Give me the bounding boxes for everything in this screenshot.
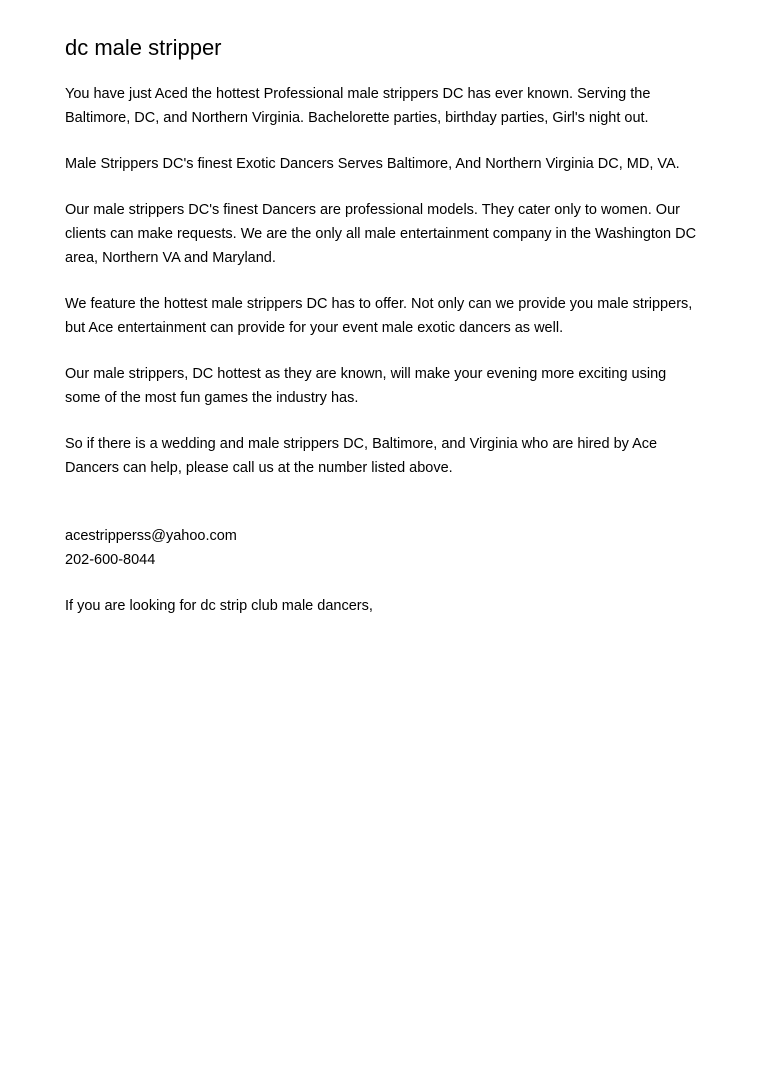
- paragraph-models: Our male strippers DC's finest Dancers are professional models. They cater only to women. Our clients can make requests. We are the only all male entertainment company in the Washington DC area, Northern VA and Maryland.: [65, 202, 697, 266]
- closing-line: If you are looking for dc strip club male dancers,: [65, 598, 373, 614]
- document-title: dc male stripper: [65, 35, 222, 60]
- contact-block: [65, 524, 705, 572]
- document-page: [65, 32, 705, 618]
- paragraph-games: Our male strippers, DC hottest as they are known, will make your evening more exciting using some of the most fun games the industry has.: [65, 366, 667, 406]
- paragraph-call-to-action: So if there is a wedding and male strippers DC, Baltimore, and Virginia who are hired by Ace Dancers can help, please call us at the number listed above.: [65, 436, 658, 476]
- contact-phone: 202-600-8044: [65, 552, 156, 568]
- paragraph-features: We feature the hottest male strippers DC has to offer. Not only can we provide you male strippers, but Ace entertainment can provide for your event male exotic dancers as well.: [65, 296, 693, 336]
- contact-email: acestripperss@yahoo.com: [65, 528, 237, 544]
- paragraph-intro: You have just Aced the hottest Professional male strippers DC has ever known. Serving the Baltimore, DC, and Northern Virginia. Bachelorette parties, birthday parties, Girl's night out.: [65, 86, 651, 126]
- paragraph-service-area: Male Strippers DC's finest Exotic Dancers Serves Baltimore, And Northern Virginia DC, MD, VA.: [65, 156, 680, 172]
